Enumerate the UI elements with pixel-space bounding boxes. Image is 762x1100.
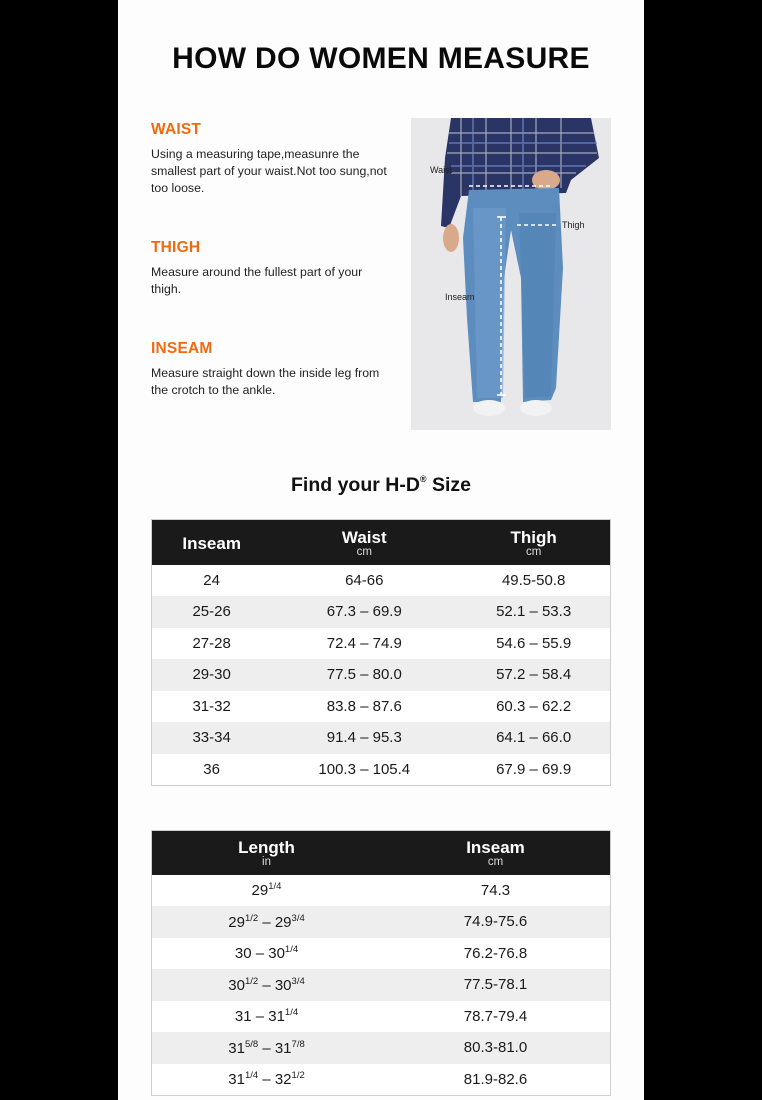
table-cell: 33-34 xyxy=(152,722,272,754)
column-header-inseam: Inseam xyxy=(152,520,272,565)
table-row xyxy=(152,722,611,754)
table-cell: 27-28 xyxy=(152,628,272,660)
registered-mark: ® xyxy=(419,474,427,484)
table-cell: 52.1 – 53.3 xyxy=(457,596,610,628)
length-cell: $31 - 31^{1/4}$ xyxy=(152,1001,382,1033)
guide-waist xyxy=(151,121,391,197)
table-row xyxy=(152,906,611,938)
guide-heading: THIGH xyxy=(151,239,201,256)
table-cell: 91.4 – 95.3 xyxy=(271,722,457,754)
table-row xyxy=(152,1032,611,1064)
table-row xyxy=(152,596,611,628)
table-row xyxy=(152,1064,611,1096)
table-cell: 100.3 – 105.4 xyxy=(271,754,457,786)
table-row xyxy=(152,1001,611,1033)
table-cell: 29-30 xyxy=(152,659,272,691)
label-thigh: Thigh xyxy=(562,220,585,230)
table-cell: 24 xyxy=(152,565,272,597)
length-cell: $31^{1/4} - 32^{1/2}$ xyxy=(152,1064,382,1096)
column-header-length: Length in xyxy=(152,831,382,875)
table-cell: 64-66 xyxy=(271,565,457,597)
length-cell: $29^{1/4}$ xyxy=(152,875,382,907)
table-row xyxy=(152,875,611,907)
size-guide-panel xyxy=(118,0,644,1100)
size-section-title xyxy=(118,474,644,497)
column-header-thigh: Thigh cm xyxy=(457,520,610,565)
inseam-cell: 80.3-81.0 xyxy=(381,1032,611,1064)
length-cell: $29^{1/2} - 29^{3/4}$ xyxy=(152,906,382,938)
table-row xyxy=(152,754,611,786)
table-cell: 25-26 xyxy=(152,596,272,628)
inseam-cell: 74.9-75.6 xyxy=(381,906,611,938)
length-table xyxy=(151,830,611,1096)
label-waist: Waist xyxy=(430,165,453,175)
inseam-cell: 81.9-82.6 xyxy=(381,1064,611,1096)
measurement-photo xyxy=(411,118,611,430)
size-table xyxy=(151,519,611,786)
table-row xyxy=(152,691,611,723)
column-header-waist: Waist cm xyxy=(271,520,457,565)
table-cell: 31-32 xyxy=(152,691,272,723)
inseam-cell: 77.5-78.1 xyxy=(381,969,611,1001)
inseam-cell: 78.7-79.4 xyxy=(381,1001,611,1033)
guide-text: Measure around the fullest part of your thigh. xyxy=(151,265,363,296)
table-cell: 49.5-50.8 xyxy=(457,565,610,597)
guide-heading: INSEAM xyxy=(151,340,213,357)
length-cell: $30 - 30^{1/4}$ xyxy=(152,938,382,970)
table-cell: 57.2 – 58.4 xyxy=(457,659,610,691)
guide-heading: WAIST xyxy=(151,121,202,138)
table-cell: 67.9 – 69.9 xyxy=(457,754,610,786)
table-cell: 72.4 – 74.9 xyxy=(271,628,457,660)
column-header-inseam: Inseam cm xyxy=(381,831,611,875)
table-cell: 83.8 – 87.6 xyxy=(271,691,457,723)
table-row xyxy=(152,565,611,597)
guide-thigh xyxy=(151,239,391,298)
guide-inseam xyxy=(151,340,391,399)
inseam-cell: 76.2-76.8 xyxy=(381,938,611,970)
title-text: Size xyxy=(426,474,471,496)
guide-text: Measure straight down the inside leg from the crotch to the ankle. xyxy=(151,366,380,397)
title-text: Find your H-D xyxy=(291,474,420,496)
length-cell: $31^{5/8} - 31^{7/8}$ xyxy=(152,1032,382,1064)
table-cell: 64.1 – 66.0 xyxy=(457,722,610,754)
label-inseam: Inseam xyxy=(445,292,475,302)
guide-text: Using a measuring tape,measunre the smallest part of your waist.Not too sung,not too loose. xyxy=(151,147,387,195)
length-cell: $30^{1/2} - 30^{3/4}$ xyxy=(152,969,382,1001)
table-cell: 60.3 – 62.2 xyxy=(457,691,610,723)
table-cell: 77.5 – 80.0 xyxy=(271,659,457,691)
table-row xyxy=(152,969,611,1001)
inseam-cell: 74.3 xyxy=(381,875,611,907)
table-row xyxy=(152,659,611,691)
table-cell: 54.6 – 55.9 xyxy=(457,628,610,660)
table-cell: 67.3 – 69.9 xyxy=(271,596,457,628)
table-row xyxy=(152,628,611,660)
table-row xyxy=(152,938,611,970)
table-cell: 36 xyxy=(152,754,272,786)
page-title: HOW DO WOMEN MEASURE xyxy=(172,42,590,75)
